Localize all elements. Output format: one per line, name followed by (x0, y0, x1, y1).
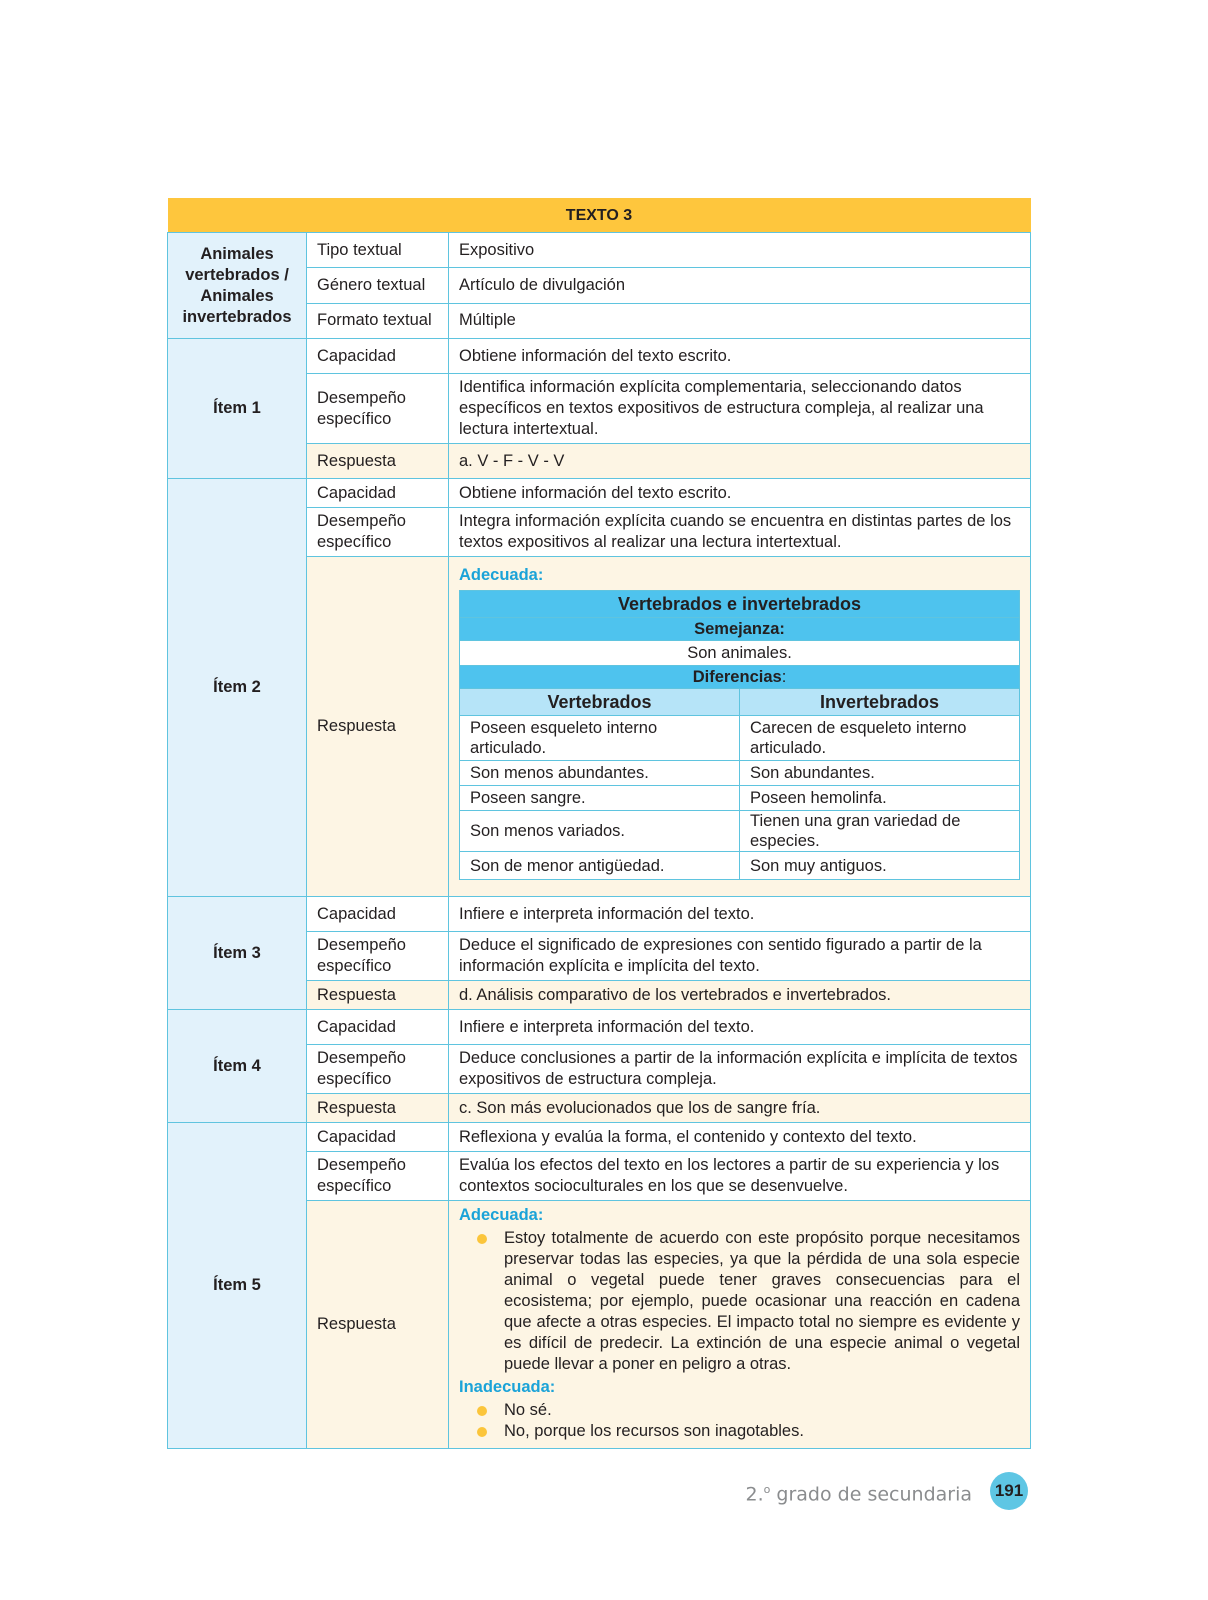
bullet-icon (477, 1406, 487, 1416)
table-row (168, 1123, 1031, 1152)
bullet-icon (477, 1427, 487, 1437)
capacidad-value: Reflexiona y evalúa la forma, el contenido y contexto del texto. (449, 1123, 1031, 1152)
capacidad-value: Obtiene información del texto escrito. (449, 479, 1031, 508)
desempeno-value: Identifica información explícita complementaria, seleccionando datos específicos en textos expositivos de estructura compleja, al realizar una lectura intertextual. (449, 374, 1031, 444)
item-1-title: Ítem 1 (168, 339, 307, 479)
table-row (168, 339, 1031, 374)
item-4-title: Ítem 4 (168, 1010, 307, 1123)
invertebrados-cell: Tienen una gran variedad de especies. (740, 811, 1020, 852)
capacidad-value: Infiere e interpreta información del texto. (449, 1010, 1031, 1045)
desempeno-value: Evalúa los efectos del texto en los lectores a partir de su experiencia y los contextos socioculturales en los que se desenvuelve. (449, 1152, 1031, 1201)
inadecuada-label: Inadecuada: (459, 1378, 556, 1396)
diferencias-colon: : (781, 668, 787, 686)
table-row (460, 786, 1020, 811)
row-value: Artículo de divulgación (449, 268, 1031, 303)
grade-text: grado de secundaria (770, 1483, 972, 1506)
capacidad-label: Capacidad (307, 897, 449, 932)
comparison-table (459, 590, 1020, 880)
desempeno-label: Desempeño específico (307, 932, 449, 981)
item-3-title: Ítem 3 (168, 897, 307, 1010)
inadecuada-list (459, 1400, 1020, 1442)
comparison-title: Vertebrados e invertebrados (460, 591, 1020, 618)
respuesta-label: Respuesta (307, 1094, 449, 1123)
diferencias-label-text: Diferencias (692, 668, 782, 686)
list-item (459, 1228, 1020, 1375)
list-item-text: No, porque los recursos son inagotables. (504, 1422, 804, 1440)
list-item-text: No sé. (504, 1401, 552, 1419)
respuesta-content (449, 557, 1031, 897)
adecuada-list (459, 1228, 1020, 1375)
respuesta-value: a. V - F - V - V (449, 444, 1031, 479)
col-invertebrados: Invertebrados (740, 689, 1020, 716)
vertebrados-cell: Poseen sangre. (460, 786, 740, 811)
table-row (168, 233, 1031, 268)
bullet-icon (477, 1234, 487, 1244)
invertebrados-cell: Poseen hemolinfa. (740, 786, 1020, 811)
list-item-text: Estoy totalmente de acuerdo con este propósito porque necesitamos preservar todas las especies, ya que la pérdida de una sola especie animal o vegetal puede tener graves consecuencias para el ecosistema; por ejemplo, puede ocasionar una reacción en cadena que afecte a otras especies. El impacto total no siempre es evidente y es difícil de predecir. La extinción de una especie animal o vegetal puede llevar a poner en peligro a otras. (504, 1229, 1020, 1373)
desempeno-value: Deduce el significado de expresiones con sentido figurado a partir de la información explícita e implícita del texto. (449, 932, 1031, 981)
capacidad-label: Capacidad (307, 1123, 449, 1152)
respuesta-value: c. Son más evolucionados que los de sangre fría. (449, 1094, 1031, 1123)
row-label: Género textual (307, 268, 449, 303)
row-value: Múltiple (449, 303, 1031, 338)
table-row (168, 479, 1031, 508)
respuesta-label: Respuesta (307, 444, 449, 479)
row-label: Tipo textual (307, 233, 449, 268)
invertebrados-cell: Carecen de esqueleto interno articulado. (740, 716, 1020, 761)
table-row (168, 1010, 1031, 1045)
invertebrados-cell: Son abundantes. (740, 761, 1020, 786)
capacidad-value: Infiere e interpreta información del texto. (449, 897, 1031, 932)
capacidad-label: Capacidad (307, 1010, 449, 1045)
page-number: 191 (990, 1472, 1028, 1510)
row-value: Expositivo (449, 233, 1031, 268)
semejanza-value: Son animales. (460, 641, 1020, 666)
desempeno-value: Deduce conclusiones a partir de la información explícita e implícita de textos expositivos de estructura compleja. (449, 1045, 1031, 1094)
vertebrados-cell: Son de menor antigüedad. (460, 852, 740, 880)
item-5-title: Ítem 5 (168, 1123, 307, 1449)
invertebrados-cell: Son muy antiguos. (740, 852, 1020, 880)
row-label: Formato textual (307, 303, 449, 338)
respuesta-label: Respuesta (307, 557, 449, 897)
table-row (460, 811, 1020, 852)
footer-grade (746, 1483, 973, 1505)
desempeno-label: Desempeño específico (307, 374, 449, 444)
table-row (460, 716, 1020, 761)
vertebrados-cell: Son menos variados. (460, 811, 740, 852)
table-row (460, 852, 1020, 880)
diferencias-label (460, 666, 1020, 689)
capacidad-label: Capacidad (307, 479, 449, 508)
list-item (459, 1400, 1020, 1421)
table-row (460, 761, 1020, 786)
capacidad-label: Capacidad (307, 339, 449, 374)
respuesta-value: d. Análisis comparativo de los vertebrados e invertebrados. (449, 981, 1031, 1010)
table-row (168, 897, 1031, 932)
respuesta-label: Respuesta (307, 1201, 449, 1449)
adecuada-label: Adecuada: (459, 1206, 544, 1224)
text-topic-cell: Animales vertebrados / Animales invertebrados (168, 233, 307, 339)
capacidad-value: Obtiene información del texto escrito. (449, 339, 1031, 374)
adecuada-label: Adecuada: (459, 566, 544, 584)
list-item (459, 1421, 1020, 1442)
desempeno-label: Desempeño específico (307, 1152, 449, 1201)
grade-ordinal: o (763, 1483, 771, 1496)
evaluation-table (167, 198, 1031, 1449)
table-title: TEXTO 3 (168, 198, 1031, 233)
desempeno-label: Desempeño específico (307, 508, 449, 557)
vertebrados-cell: Son menos abundantes. (460, 761, 740, 786)
col-vertebrados: Vertebrados (460, 689, 740, 716)
desempeno-value: Integra información explícita cuando se encuentra en distintas partes de los textos expositivos al realizar una lectura intertextual. (449, 508, 1031, 557)
table-header-row (168, 198, 1031, 233)
semejanza-label: Semejanza: (460, 618, 1020, 641)
grade-number: 2. (745, 1483, 764, 1506)
item-2-title: Ítem 2 (168, 479, 307, 897)
vertebrados-cell: Poseen esqueleto interno articulado. (460, 716, 740, 761)
respuesta-content (449, 1201, 1031, 1449)
desempeno-label: Desempeño específico (307, 1045, 449, 1094)
respuesta-label: Respuesta (307, 981, 449, 1010)
